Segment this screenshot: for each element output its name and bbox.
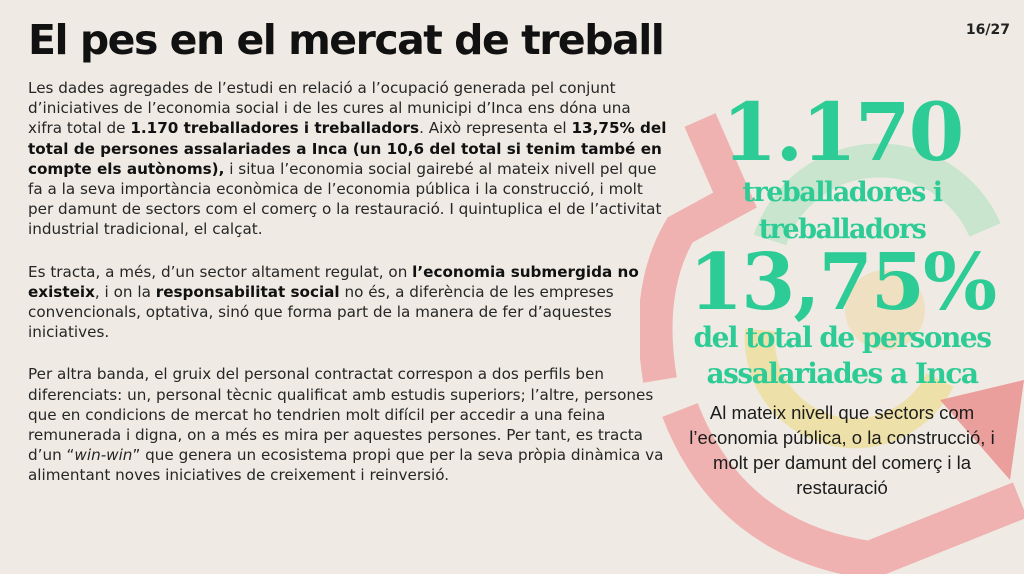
bold-text: 1.170 treballadores i treballadors <box>130 119 420 138</box>
body-text <box>28 78 668 486</box>
workers-label: treballadores i treballadors <box>742 177 942 245</box>
text-run: Per altra banda, el gruix del personal contractat correspon a dos perfils ben diferenciats: un, personal tècnic qualificat amb estudis superiors; l’altre, persones que en condicions de mercat ho tendrien molt difícil per accedir a una feina remunerada i digna, on a més es mira per aquestes persones. Per tant, es tracta d’un “ <box>28 365 654 465</box>
workers-number: 1.170 <box>721 85 963 179</box>
page-number: 16/27 <box>965 22 1010 38</box>
paragraph-staff-profiles <box>28 364 668 485</box>
text-run: Es tracta, a més, d’un sector altament regulat, on <box>28 262 413 281</box>
text-run: , i on la <box>94 282 156 301</box>
text-run: i situa l’economia social gairebé al mateix nivell pel que fa a la seva importància econòmica de l’economia pública i la construcció, i molt per damunt de sectors com el comerç o la restauració. I quintuplica el de l’activitat industrial tradicional, el calçat. <box>28 159 662 239</box>
text-run: . Això representa el <box>419 119 572 138</box>
paragraph-regulated-sector <box>28 262 668 343</box>
bold-text: responsabilitat social <box>155 282 340 301</box>
percentage-value: 13,75% <box>688 237 996 328</box>
text-run: Les dades agregades de l’estudi en relació a l’ocupació generada pel conjunt d’iniciatives de l’economia social i de les cures al municipi d’Inca ens dóna una xifra total de <box>28 79 631 138</box>
text-run: ” que genera un ecosistema propi que per la seva pròpia dinàmica va alimentant noves iniciatives de creixement i reinversió. <box>28 446 664 485</box>
italic-text: win-win <box>74 446 133 465</box>
paragraph-workforce-figures <box>28 78 668 240</box>
page-title: El pes en el mercat de treball <box>28 16 664 64</box>
comparison-note: Al mateix nivell que sectors com l’economia pública, o la construcció, i molt per damunt del comerç i la restauració <box>689 402 995 498</box>
key-stats-panel <box>660 85 1024 500</box>
text-run: no és, a diferència de les empreses convencionals, optativa, sinó que forma part de la manera de fer d’aquestes iniciatives. <box>28 282 614 342</box>
bold-text: l’economia submergida no existeix <box>28 262 639 301</box>
bold-text: 13,75% del total de persones assalariades a Inca (un 10,6 del total si tenim també en compte els autònoms), <box>28 119 667 178</box>
percentage-label: del total de persones assalariades a Inca <box>693 321 991 390</box>
